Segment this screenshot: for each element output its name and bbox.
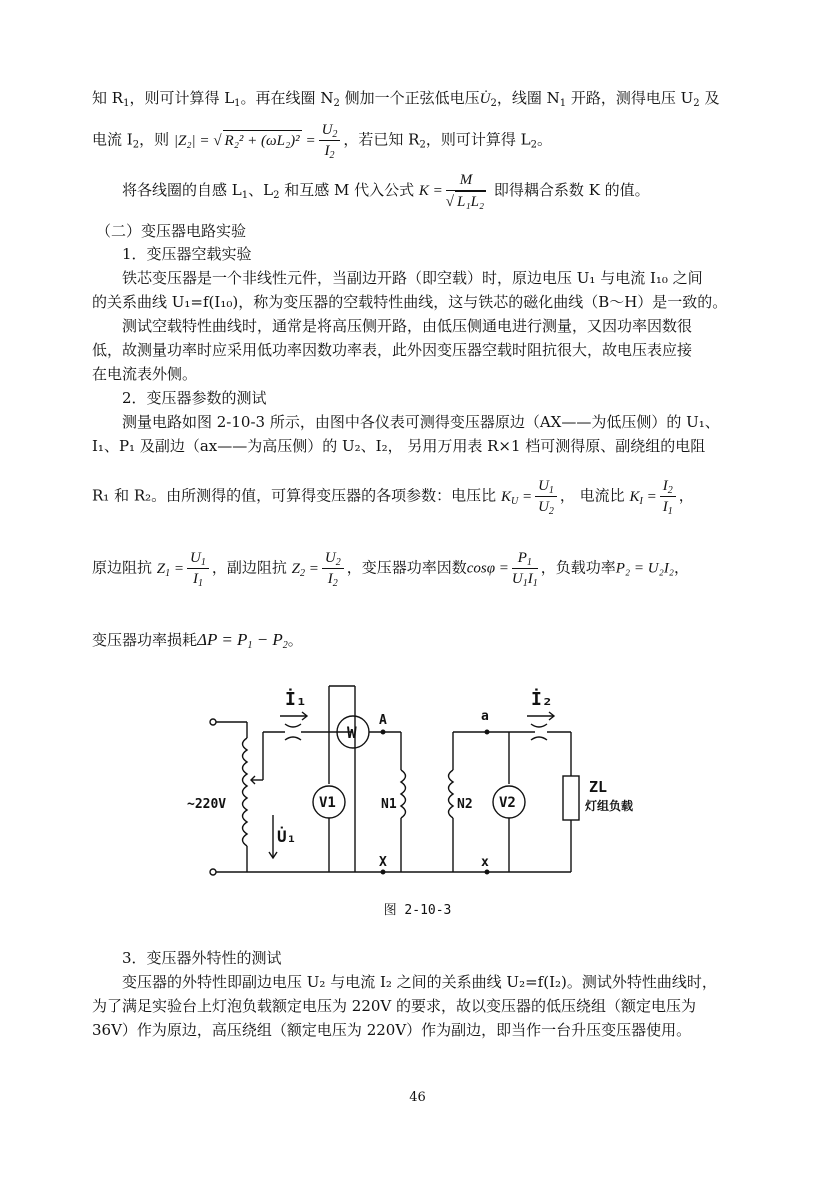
impedance-formula: |Z₂| = √ R₂² + (ωL₂)² = bbox=[174, 133, 316, 149]
para-line-4: 铁芯变压器是一个非线性元件，当副边开路（即空载）时，原边电压 U₁ 与电流 I₁₀ 之间 bbox=[122, 269, 703, 287]
para-line-11: R₁ 和 R₂。由所测得的值，可算得变压器的各项参数：电压比 $K_U$ = $\frac{U_1}{U_2}$ ， 电流比 $K_I$ = $\frac{I_2}{I_1}$ ， bbox=[92, 478, 694, 517]
zl-label: ZL bbox=[589, 778, 608, 796]
terminal-bottom bbox=[210, 869, 216, 875]
u1-label: U̇₁ bbox=[277, 827, 297, 846]
para-line-13: 变压器功率损耗$\Delta P = P_1 - P_2$。 bbox=[92, 630, 303, 651]
coupling-formula: $\frac{M}{\text{√ L₁L₂}}$ bbox=[445, 172, 485, 210]
para-line-7: 低，故测量功率时应采用低功率因数功率表，此外因变压器空载时阻抗很大，故电压表应接 bbox=[92, 341, 693, 359]
para-line-14: 变压器的外特性即副边电压 U₂ 与电流 I₂ 之间的关系曲线 U₂=f(I₂)。测试外特性曲线时， bbox=[122, 973, 717, 991]
i1-label: İ₁ bbox=[285, 689, 307, 710]
para-line-15: 为了满足实验台上灯泡负载额定电压为 220V 的要求，故以变压器的低压绕组（额定电压为 bbox=[92, 997, 697, 1015]
n1-label: N1 bbox=[381, 797, 397, 812]
i2-label: İ₂ bbox=[531, 689, 553, 710]
v2-label: V2 bbox=[499, 795, 516, 811]
para-line-3: 将各线圈的自感 $L_1$、$L_2$ 和互感 M 代入公式 K = $\frac{M}{\text{√ L₁L₂}}$ 即得耦合系数 K 的值。 bbox=[122, 172, 650, 210]
section-heading: （二）变压器电路实验 bbox=[96, 222, 247, 240]
terminal-a-label: a bbox=[481, 709, 489, 724]
primary-impedance: $\frac{U_1}{I_1}$ bbox=[187, 548, 209, 589]
wattmeter-label: W bbox=[347, 723, 357, 742]
para-line-8: 在电流表外侧。 bbox=[92, 365, 198, 383]
secondary-impedance: $\frac{U_2}{I_2}$ bbox=[322, 548, 344, 589]
n2-label: N2 bbox=[457, 797, 473, 812]
para-line-2: 电流 $I_2$，则 |Z₂| = √ R₂² + (ωL₂)² = $\frac{U_2}{I_2}$ ，若已知 $R_2$，则可计算得 $L_2$。 bbox=[92, 122, 552, 161]
u2-over-i2: $\frac{U_2}{I_2}$ bbox=[319, 120, 341, 161]
terminal-x-label: x bbox=[481, 855, 489, 870]
v1-label: V1 bbox=[319, 795, 336, 811]
figure-caption: 图 2-10-3 bbox=[383, 903, 452, 918]
para-line-5: 的关系曲线 U₁=f(I₁₀)，称为变压器的空载特性曲线，这与铁芯的磁化曲线（B～H）是一致的。 bbox=[92, 293, 728, 311]
para-line-6: 测试空载特性曲线时，通常是将高压侧开路，由低压侧通电进行测量，又因功率因数很 bbox=[122, 317, 693, 335]
subheading-3: 3．变压器外特性的测试 bbox=[122, 949, 282, 967]
terminal-X-label: X bbox=[379, 855, 387, 870]
para-line-16: 36V）作为原边，高压绕组（额定电压为 220V）作为副边，即当作一台升压变压器使用。 bbox=[92, 1021, 692, 1039]
lamp-load bbox=[563, 776, 579, 820]
secondary-coil bbox=[449, 770, 454, 818]
transformer-circuit-diagram bbox=[187, 680, 634, 890]
page-number: 46 bbox=[409, 1090, 426, 1105]
autotransformer-coil bbox=[243, 738, 248, 846]
primary-coil bbox=[401, 770, 406, 818]
current-ratio: $\frac{I_2}{I_1}$ bbox=[660, 476, 676, 517]
para-line-1: 知 $R_1$，则可计算得 $L_1$。再在线圈 $N_2$ 侧加一个正弦低电压$U̇_2$，线圈 $N_1$ 开路，测得电压 $U_2$ 及 bbox=[92, 89, 720, 109]
load-label: 灯组负载 bbox=[585, 799, 634, 813]
para-line-10: I₁、P₁ 及副边（ax——为高压侧）的 U₂、I₂， 另用万用表 R×1 档可测得原、副绕组的电阻 bbox=[92, 437, 706, 455]
terminal-top bbox=[210, 719, 216, 725]
subheading-1: 1．变压器空载实验 bbox=[122, 245, 252, 263]
source-label: ~220V bbox=[187, 797, 227, 812]
voltage-ratio: $\frac{U_1}{U_2}$ bbox=[535, 476, 557, 517]
para-line-12: 原边阻抗 $Z_1$ = $\frac{U_1}{I_1}$ ，副边阻抗 $Z_2$ = $\frac{U_2}{I_2}$ ，变压器功率因数cosφ = $\frac{P_1}{U_1I_1}$ ，负载功率P₂ = U₂I₂， bbox=[92, 550, 690, 589]
power-factor: $\frac{P_1}{U_1I_1}$ bbox=[511, 550, 538, 589]
subheading-2: 2．变压器参数的测试 bbox=[122, 389, 267, 407]
para-line-9: 测量电路如图 2-10-3 所示，由图中各仪表可测得变压器原边（AX——为低压侧）的 U₁、 bbox=[122, 413, 720, 431]
terminal-A-label: A bbox=[379, 713, 387, 728]
